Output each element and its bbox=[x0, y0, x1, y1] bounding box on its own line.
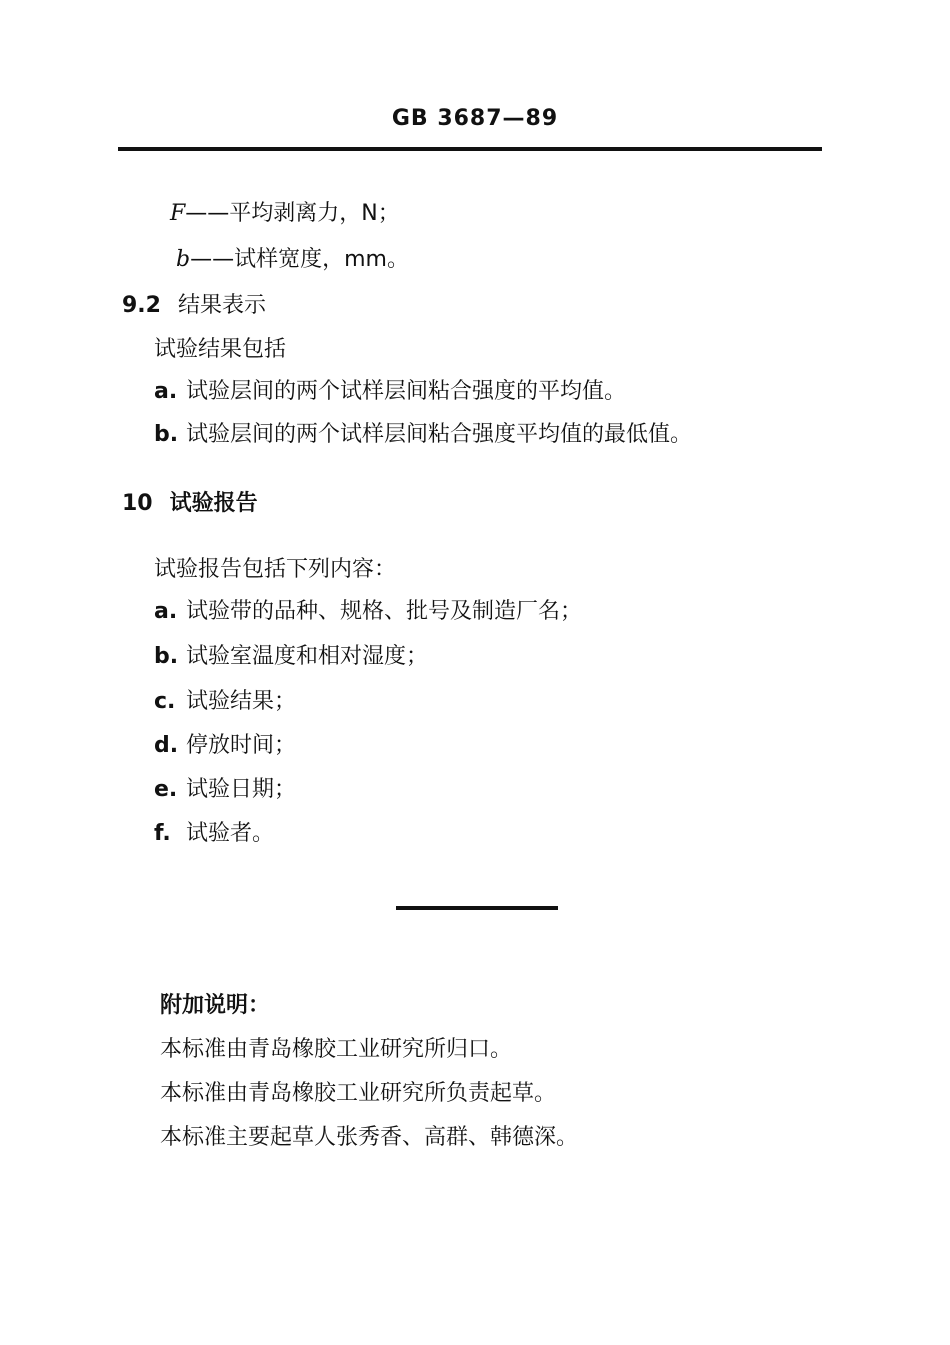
list-item bbox=[154, 732, 296, 760]
list-text: 停放时间； bbox=[186, 733, 297, 758]
list-item bbox=[154, 688, 296, 716]
section-intro: 试验结果包括 bbox=[154, 337, 287, 362]
end-of-standard-rule bbox=[396, 906, 558, 910]
notes-line: 本标准由青岛橡胶工业研究所负责起草。 bbox=[160, 1081, 557, 1106]
list-marker: c. bbox=[154, 689, 176, 714]
definition-symbol: b bbox=[176, 247, 191, 272]
definition-f bbox=[170, 200, 400, 228]
list-text: 试验带的品种、规格、批号及制造厂名； bbox=[186, 599, 583, 624]
list-text: 试验层间的两个试样层间粘合强度的平均值。 bbox=[186, 379, 627, 404]
section-number: 10 bbox=[122, 491, 153, 516]
section-heading-10 bbox=[122, 490, 258, 518]
list-item bbox=[154, 776, 296, 804]
list-text: 试验者。 bbox=[186, 821, 275, 846]
definition-b bbox=[176, 246, 409, 274]
list-marker: f. bbox=[154, 821, 171, 846]
notes-title: 附加说明： bbox=[160, 993, 271, 1018]
section-number: 9.2 bbox=[122, 293, 161, 318]
list-text: 试验日期； bbox=[186, 777, 297, 802]
list-marker: a. bbox=[154, 379, 178, 404]
section-heading-9-2 bbox=[122, 292, 266, 320]
list-item bbox=[154, 598, 582, 626]
list-marker: b. bbox=[154, 644, 179, 669]
list-item bbox=[154, 643, 428, 671]
notes-line: 本标准由青岛橡胶工业研究所归口。 bbox=[160, 1037, 513, 1062]
header-rule bbox=[118, 147, 822, 151]
list-item bbox=[154, 421, 692, 449]
list-text: 试验结果； bbox=[186, 689, 297, 714]
list-text: 试验层间的两个试样层间粘合强度平均值的最低值。 bbox=[186, 422, 693, 447]
section-title: 试验报告 bbox=[169, 491, 258, 516]
list-marker: b. bbox=[154, 422, 179, 447]
list-marker: e. bbox=[154, 777, 178, 802]
list-marker: d. bbox=[154, 733, 179, 758]
list-item bbox=[154, 378, 626, 406]
list-item bbox=[154, 820, 274, 848]
list-marker: a. bbox=[154, 599, 178, 624]
section-title: 结果表示 bbox=[177, 293, 266, 318]
standard-code-header: GB 3687—89 bbox=[391, 106, 559, 131]
definition-symbol: F bbox=[170, 201, 186, 226]
list-text: 试验室温度和相对湿度； bbox=[186, 644, 429, 669]
notes-line: 本标准主要起草人张秀香、高群、韩德深。 bbox=[160, 1125, 579, 1150]
section-intro: 试验报告包括下列内容： bbox=[154, 557, 397, 582]
definition-text: ——试样宽度，mm。 bbox=[190, 247, 409, 272]
definition-text: ——平均剥离力，N； bbox=[185, 201, 400, 226]
